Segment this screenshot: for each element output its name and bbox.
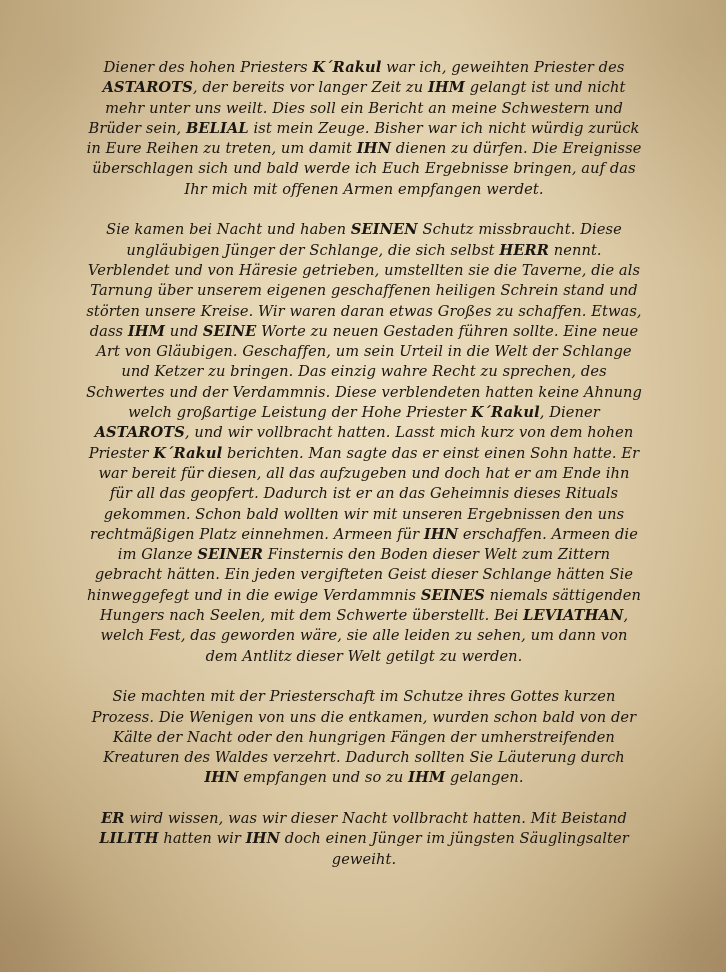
text-run: , und wir vollbracht hatten. Lasst mich kurz von dem hohen Priester: [88, 424, 634, 462]
letter-text: [86, 58, 642, 870]
text-run: war ich, geweihten Priester des: [381, 59, 625, 76]
emphasized-name: ASTAROTS: [102, 79, 193, 97]
text-run: gelangt ist und nicht mehr unter uns weilt. Dies soll ein Bericht an meine Schwestern und Brüder sein,: [88, 79, 626, 137]
emphasized-name: IHM: [427, 79, 466, 97]
text-run: Finsternis den Boden dieser Welt zum Zittern gebracht hätten. Ein jeden vergifteten Geist dieser Schlange hätten Sie hinweggefegt und in die ewige Verdammnis: [87, 546, 634, 604]
text-run: Diener des hohen Priesters: [103, 59, 313, 76]
text-run: Worte zu neuen Gestaden führen sollte. Eine neue Art von Gläubigen. Geschaffen, um sein Urteil in die Welt der Schlange und Ketzer zu bringen. Das einzig wahre Recht zu sprechen, des Schwertes und der Verdammnis. Diese verblendeten hatten keine Ahnung welch großartige Leistung der Hohe Priester: [86, 322, 642, 422]
emphasized-name: SEINER: [197, 546, 264, 564]
text-run: berichten. Man sagte das er einst einen Sohn hatte. Er war bereit für diesen, all das aufzugeben und doch hat er am Ende ihn für all das geopfert. Dadurch ist er an das Geheimnis dieses Rituals gekommen. Schon bald wollten wir mit unseren Ergebnissen den uns rechtmäßigen Platz einnehmen. Armeen für: [90, 444, 640, 543]
text-run: gelangen.: [445, 769, 524, 787]
paragraph: [86, 687, 642, 788]
emphasized-name: LEVIATHAN: [523, 607, 624, 625]
text-run: ist mein Zeuge. Bisher war ich nicht würdig zurück in Eure Reihen zu treten, um damit: [86, 119, 640, 158]
paragraph: [86, 809, 642, 870]
emphasized-name: HERR: [499, 241, 549, 259]
text-run: Schutz missbraucht. Diese ungläubigen Jünger der Schlange, die sich selbst: [126, 221, 622, 259]
emphasized-name: LILITH: [99, 830, 159, 848]
text-run: hatten wir: [158, 830, 246, 848]
text-run: Sie kamen bei Nacht und haben: [106, 221, 351, 239]
emphasized-name: K´Rakul: [470, 404, 540, 422]
text-run: wird wissen, was wir dieser Nacht vollbracht hatten. Mit Beistand: [124, 809, 627, 827]
text-run: , Diener: [539, 404, 600, 422]
emphasized-name: K´Rakul: [312, 59, 382, 76]
text-run: empfangen und so zu: [238, 769, 409, 787]
emphasized-name: IHN: [356, 140, 392, 158]
emphasized-name: IHM: [127, 322, 165, 340]
text-run: niemals sättigenden Hungers nach Seelen, mit dem Schwerte überstellt. Bei: [99, 586, 641, 625]
emphasized-name: SEINE: [202, 322, 257, 340]
text-run: , welch Fest, das geworden wäre, sie alle leiden zu sehen, um dann von dem Antlitz dieser Welt getilgt zu werden.: [100, 607, 629, 665]
emphasized-name: IHM: [408, 769, 446, 787]
text-run: Sie machten mit der Priesterschaft im Schutze ihres Gottes kurzen Prozess. Die Wenigen von uns die entkamen, wurden schon bald von der Kälte der Nacht oder den hungrigen Fängen der umherstreifenden Kreaturen des Waldes verzehrt. Dadurch sollten Sie Läuterung durch: [91, 688, 637, 767]
text-run: doch einen Jünger im jüngsten Säuglingsalter geweiht.: [280, 830, 629, 868]
emphasized-name: IHN: [245, 830, 281, 848]
paragraph: [86, 58, 642, 200]
text-run: nennt. Verblendet und von Häresie getrieben, umstellten sie die Taverne, die als Tarnung über unserem eigenen geschaffenen heiligen Schrein stand und störten unsere Kreise. Wir waren daran etwas Großes zu schaffen. Etwas, dass: [86, 241, 642, 340]
text-run: erschaffen. Armeen die im Glanze: [117, 525, 638, 564]
text-run: dienen zu dürfen. Die Ereignisse überschlagen sich und bald werde ich Euch Ergebnisse bringen, auf das Ihr mich mit offenen Armen empfangen werdet.: [92, 140, 642, 198]
emphasized-name: ER: [101, 809, 125, 827]
text-run: und: [164, 322, 203, 340]
emphasized-name: ASTAROTS: [94, 424, 185, 442]
emphasized-name: BELIAL: [186, 119, 249, 137]
emphasized-name: K´Rakul: [153, 444, 223, 462]
emphasized-name: SEINES: [420, 586, 485, 604]
emphasized-name: SEINEN: [350, 221, 418, 239]
paragraph: [86, 220, 642, 667]
emphasized-name: IHN: [423, 525, 459, 543]
text-run: , der bereits vor langer Zeit zu: [192, 79, 428, 97]
emphasized-name: IHN: [204, 769, 239, 787]
